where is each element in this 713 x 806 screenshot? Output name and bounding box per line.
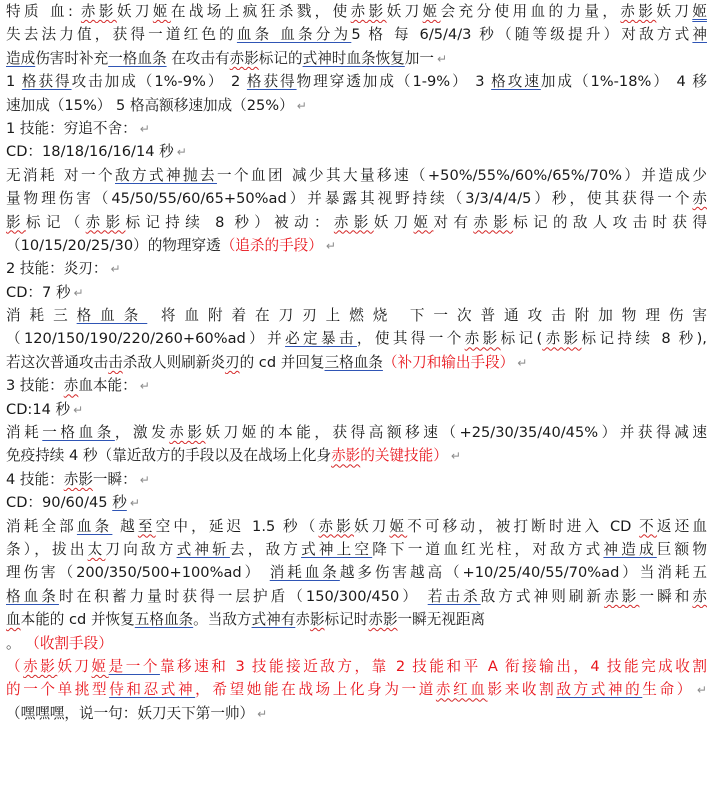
annotation-text: 是一个 — [108, 657, 160, 675]
text-run: 妖刀 — [353, 517, 390, 535]
text-run: 越多伤害越高（+10/25/40/55/70%ad）当消耗五 — [339, 564, 707, 582]
text-run: 标记持续 8 秒), — [581, 330, 707, 348]
text-run: 理伤害（200/350/500+100%ad） — [6, 564, 270, 582]
text-run: 赤影 — [318, 517, 354, 535]
text-line — [6, 70, 707, 93]
text-run: ，使其得一个 — [356, 330, 465, 348]
text-line — [6, 632, 707, 655]
annotation-text: 赤影 — [23, 657, 58, 675]
text-run: 一格血条 — [108, 49, 167, 67]
text-line — [6, 398, 707, 421]
text-run: 本能的 cd 并恢复 — [20, 611, 135, 629]
text-run: 伤害时补充 — [35, 49, 109, 67]
text-run: CD:14 秒 — [6, 400, 71, 418]
text-run: 血条 血条分为 — [236, 26, 352, 44]
paragraph-mark-icon: ↵ — [436, 51, 448, 66]
text-run: 杀敌人则刷新炎 — [122, 353, 225, 371]
text-line — [6, 608, 707, 631]
text-run: 在战场上疯狂杀戮，使 — [170, 3, 351, 20]
paragraph-mark-icon: ↵ — [139, 472, 150, 487]
text-run: 赤影 — [63, 470, 93, 488]
text-line — [6, 187, 707, 210]
text-run: 刀向敌方 — [105, 540, 177, 558]
text-run: 式神上空 — [301, 540, 373, 558]
paragraph-mark-icon: ↵ — [696, 683, 707, 698]
text-run: 姬 — [413, 213, 434, 231]
text-line — [6, 468, 707, 491]
annotation-text: 靠移速和 3 技能接近敌方，靠 2 技能和平 A 衔接输出，4 技能完成收割 — [159, 657, 707, 675]
text-run: 必定暴击 — [285, 330, 357, 348]
text-run: 神 — [692, 26, 707, 44]
text-run: （120/150/190/220/260+60%ad）并 — [6, 330, 286, 348]
text-line — [6, 491, 707, 514]
text-run: 将血附着在刀刃上燃烧 下一次普通攻击附加物理伤害 — [147, 307, 707, 325]
annotation-text: （ — [6, 657, 24, 675]
text-run: 一瞬： — [92, 470, 137, 488]
text-run: 式神时血条恢复 — [302, 49, 405, 67]
text-run: 对有 — [433, 213, 474, 231]
text-run: 一个血团 减少其大量移速（+50%/55%/60%/65%/70%）并造成少 — [216, 166, 707, 184]
text-run: 加成（1%-18%） 4 移 — [540, 73, 707, 91]
text-line — [6, 257, 707, 280]
paragraph-mark-icon: ↵ — [450, 449, 461, 464]
text-run: 若这次普通攻击 — [6, 353, 109, 371]
text-line — [6, 117, 707, 140]
text-run: 格血条 — [6, 587, 59, 605]
text-line — [6, 304, 707, 327]
text-line — [6, 421, 707, 444]
text-run: 式神有 — [251, 611, 296, 629]
text-line — [6, 702, 707, 725]
text-line — [6, 585, 707, 608]
text-run: 三格血条 — [324, 353, 383, 371]
text-run: 消耗 — [6, 424, 43, 442]
text-line — [6, 94, 707, 117]
text-run: 血本能： — [78, 377, 137, 395]
text-run: 格获得 — [21, 73, 72, 91]
text-run: 妖刀 — [386, 3, 423, 20]
annotation-text: 的一个单挑型 — [6, 681, 110, 699]
annotation-text: 敌方式神的 — [556, 681, 643, 699]
annotation-text: 侍和忍式神 — [109, 681, 196, 699]
text-line — [6, 47, 707, 70]
text-run: 一瞬无视距离 — [397, 611, 486, 629]
text-run: 赤影 — [620, 3, 657, 20]
text-run: 姬 — [389, 517, 408, 535]
paragraph-mark-icon: ↵ — [110, 262, 121, 277]
text-run: 时在积蓄力量时获得一层护盾（150/300/450） — [58, 587, 428, 605]
text-run: 。 — [6, 634, 26, 652]
text-line — [6, 23, 707, 46]
annotation-text: 姬 — [91, 657, 109, 675]
text-run: 妖刀 — [656, 3, 693, 20]
text-run: 赤影 — [333, 213, 374, 231]
text-line — [6, 164, 707, 187]
text-run: 消耗血条 — [269, 564, 340, 582]
text-line — [6, 281, 707, 304]
annotation-text: 生命） — [642, 681, 694, 699]
text-run: 赤影 — [473, 213, 514, 231]
text-run: 会充分使用血的力量， — [440, 3, 621, 20]
text-run: 一瞬和 — [639, 587, 693, 605]
paragraph-mark-icon: ↵ — [129, 496, 140, 511]
text-run: 格获得 — [246, 73, 297, 91]
text-line — [6, 140, 707, 163]
text-run: 秒 — [112, 494, 127, 512]
text-run: 标记持续 8 秒）被动： — [125, 213, 334, 231]
text-run: 一格血条 — [42, 424, 115, 442]
text-run: 物理穿透加成（1-9%） 3 — [296, 73, 492, 91]
text-run: 条），拔出 — [6, 540, 88, 558]
text-run: 消耗三 — [6, 307, 77, 325]
text-run: 降下一道血红光柱，对敌方式 — [372, 540, 604, 558]
text-line — [6, 374, 707, 397]
text-run: 消耗全部 — [6, 517, 77, 535]
annotation-text: （补刀和输出手段） — [382, 353, 515, 371]
annotation-text: 赤影 — [331, 447, 361, 465]
annotation-text: （追杀的手段） — [220, 236, 323, 254]
text-run: 赤影 — [368, 611, 398, 629]
text-run: 赤影 — [80, 3, 117, 20]
text-line — [6, 327, 707, 350]
annotation-text: 的关键技能） — [360, 447, 448, 465]
document-body — [6, 0, 707, 725]
text-run: 姬 — [152, 3, 171, 20]
text-line — [6, 444, 707, 467]
text-run: 姬 — [422, 3, 441, 20]
text-run: 赤 — [692, 587, 707, 605]
text-run: 速加成（15%） 5 格高额移速加成（25%） — [6, 96, 294, 114]
text-run: CD：18/18/16/16/14 秒 — [6, 143, 174, 161]
paragraph-mark-icon: ↵ — [257, 706, 268, 721]
text-run: 击 — [108, 353, 123, 371]
text-run: 标记的敌人攻击时获得 — [513, 213, 707, 231]
text-run: 敌方式神则刷新 — [480, 587, 605, 605]
paragraph-mark-icon: ↵ — [296, 98, 307, 113]
text-run: CD：7 秒 — [6, 283, 71, 301]
text-run: 5 格 每 6/5/4/3 秒（随等级提升）对敌方式 — [351, 26, 693, 44]
text-run: 赤 — [63, 377, 79, 395]
text-run: （嘿嘿嘿，说一句：妖刀天下第一帅） — [6, 704, 255, 722]
text-line — [6, 678, 707, 701]
text-line — [6, 0, 707, 23]
annotation-text: 影来收割 — [487, 681, 557, 699]
text-run: 格攻速 — [491, 73, 541, 91]
text-run: 2 技能：炎刃： — [6, 260, 108, 278]
annotation-text: 妖刀 — [57, 657, 92, 675]
text-run: 失去法力值，获得一道红色的 — [6, 26, 237, 44]
text-run: 影 — [309, 611, 325, 629]
paragraph-mark-icon: ↵ — [517, 355, 528, 370]
text-run: 1 — [6, 73, 22, 91]
text-run: 巨额物 — [656, 540, 707, 558]
text-line — [6, 234, 707, 257]
text-run: 标记的 — [258, 49, 303, 67]
text-line — [6, 211, 707, 234]
text-run: （靠近敌方的手段以及在战场上化身 — [97, 447, 332, 465]
text-run: 赤影 — [85, 213, 126, 231]
annotation-text: 赤红血 — [435, 681, 488, 699]
text-run: 特质 血: — [6, 3, 81, 20]
text-line — [6, 351, 707, 374]
text-run: 赤影 — [604, 587, 640, 605]
text-run: 加一 — [404, 49, 434, 67]
text-run: 妖刀姬的本能，获得高额移速（+25/30/35/40/45%）并获得减速 — [205, 424, 707, 442]
text-run: CD：90/60/45 — [6, 494, 113, 512]
text-run: 4 技能： — [6, 470, 64, 488]
text-run: 至 — [137, 517, 156, 535]
text-run: 越 — [112, 517, 138, 535]
text-run: 若击杀 — [427, 587, 481, 605]
text-run: 妖刀 — [116, 3, 153, 20]
text-run: 太 — [87, 540, 106, 558]
text-line — [6, 515, 707, 538]
text-run: 免疫持续 4 秒 — [6, 447, 98, 465]
text-run: 无消耗 对一个 — [6, 166, 115, 184]
text-run: 赤影 — [542, 330, 582, 348]
text-run: 不 — [639, 517, 657, 535]
text-run: 神造成 — [603, 540, 657, 558]
text-run: 式神斩 — [176, 540, 230, 558]
text-run: 标记（ — [25, 213, 86, 231]
annotation-text: ，希望她能在战场上化身为一道 — [195, 681, 436, 699]
text-line — [6, 655, 707, 678]
text-run: 血 — [6, 611, 21, 629]
annotation-text: （收割手段） — [25, 634, 113, 652]
text-run: 赤 — [295, 611, 310, 629]
text-run: 标记( — [500, 330, 543, 348]
text-run: ，激发 — [114, 424, 170, 442]
text-run: 赤影 — [169, 424, 206, 442]
text-run: 标记时 — [324, 611, 369, 629]
text-run: 姬 — [692, 3, 707, 20]
text-run: 3 技能： — [6, 377, 64, 395]
text-run: 量物理伤害（45/50/55/60/65+50%ad）并暴露其视野持续（3/3/4/4/5）秒，使其获得一个 — [6, 190, 693, 208]
text-run: 血条 — [76, 517, 113, 535]
text-run: 去，敌方 — [229, 540, 302, 558]
text-run: 空中，延迟 1.5 秒（ — [155, 517, 319, 535]
text-run: 。当敌方 — [193, 611, 252, 629]
text-run: （10/15/20/25/30）的物理穿透 — [6, 236, 221, 254]
paragraph-mark-icon: ↵ — [73, 402, 84, 417]
text-run: 赤影 — [229, 49, 259, 67]
text-run: 赤影 — [350, 3, 387, 20]
text-run: 在攻击有 — [166, 49, 230, 67]
text-run: 攻击加成（1%-9%） 2 — [71, 73, 247, 91]
paragraph-mark-icon: ↵ — [325, 238, 336, 253]
text-run: 赤影 — [464, 330, 501, 348]
paragraph-mark-icon: ↵ — [73, 285, 84, 300]
text-run: 赤 — [692, 190, 707, 208]
paragraph-mark-icon: ↵ — [139, 121, 150, 136]
paragraph-mark-icon: ↵ — [139, 379, 150, 394]
text-run: 影 — [6, 213, 26, 231]
text-run: 五格血条 — [134, 611, 194, 629]
text-run: 敌方式神抛去 — [115, 166, 217, 184]
text-run: 造成 — [6, 49, 36, 67]
text-run: 不可移动，被打断时进入 CD — [407, 517, 640, 535]
text-run: 1 技能：穷追不舍： — [6, 119, 137, 137]
text-run: 妖刀 — [373, 213, 414, 231]
text-run: 刃 — [224, 353, 240, 371]
text-line — [6, 538, 707, 561]
text-run: 返还血 — [656, 517, 707, 535]
paragraph-mark-icon: ↵ — [176, 145, 187, 160]
text-run: 的 cd 并回复 — [239, 353, 325, 371]
text-line — [6, 561, 707, 584]
text-run: 格血条 — [76, 307, 148, 325]
